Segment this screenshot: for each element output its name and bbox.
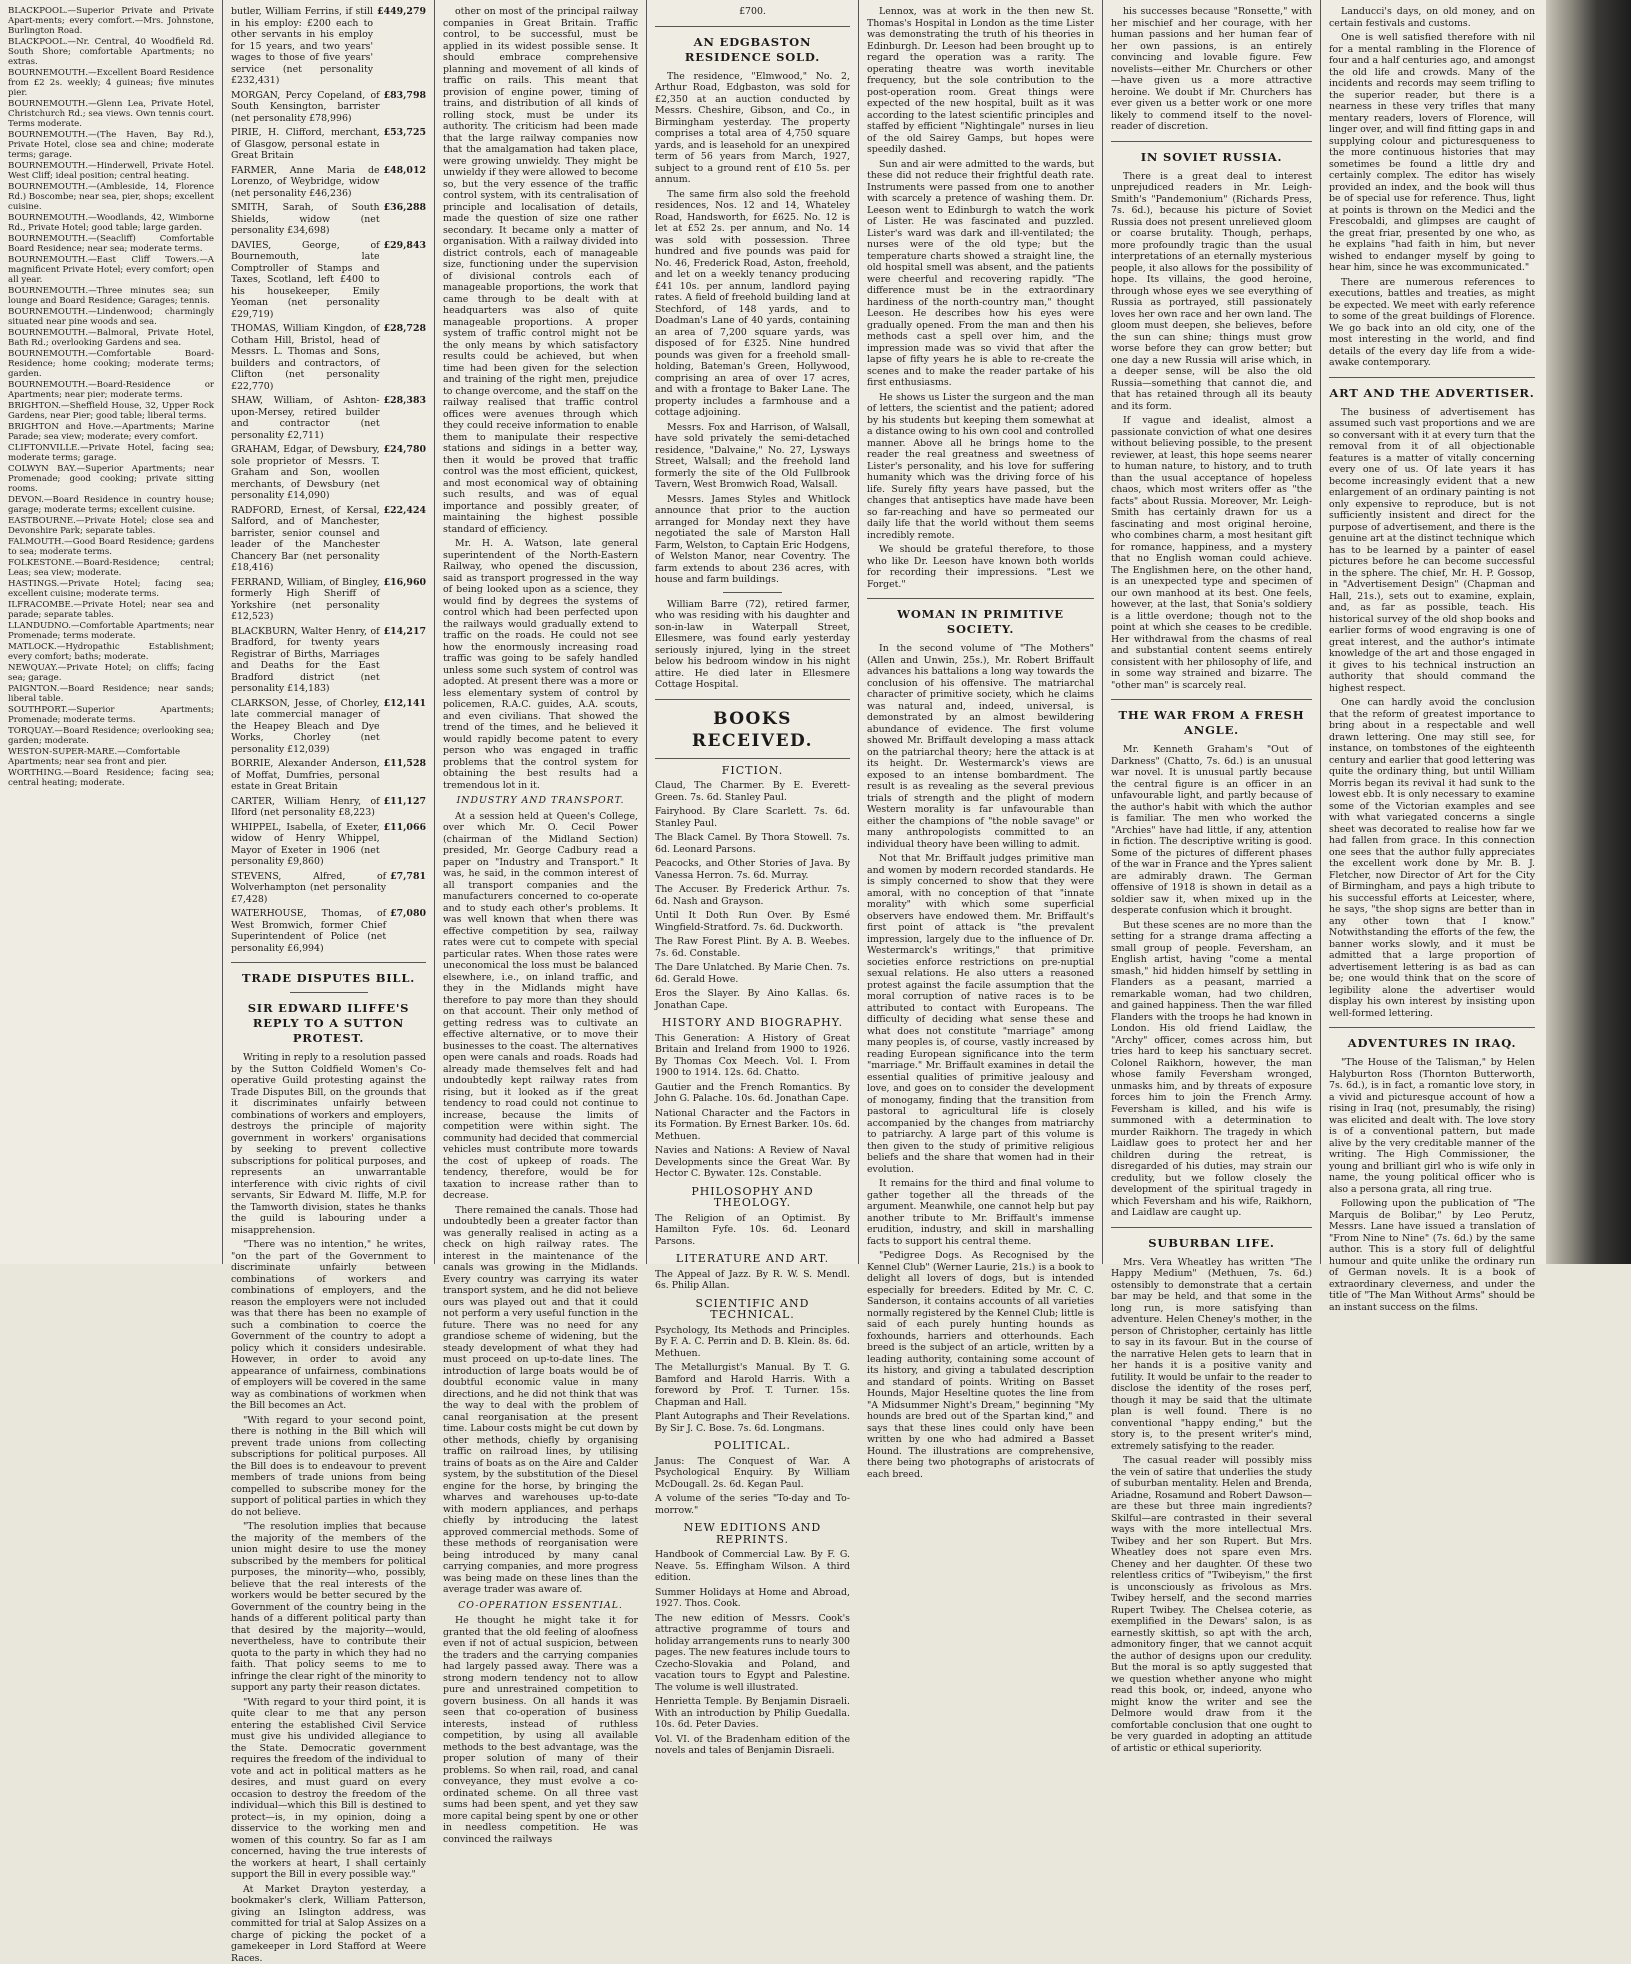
book-entry: Navies and Nations: A Review of Naval Developments since the Great War. By Hector C. Bywater. 12s. Constable. — [655, 1145, 850, 1180]
estate-entry — [231, 822, 426, 868]
paragraph: At Market Drayton yesterday, a bookmaker's clerk, William Patterson, giving an Islington address, was committed for trial at Salop Assizes on a charge of picking the pocket of a gamekeeper in Lord Stafford at Weere Races. — [231, 1884, 426, 1964]
estate-amount: £11,528 — [384, 758, 426, 793]
classified-ad: BOURNEMOUTH.—Excellent Board Residence from £2 2s. weekly; 4 guineas; five minutes pier. — [8, 68, 214, 98]
estate-text: MORGAN, Percy Copeland, of South Kensington, barrister (net personality £78,996) — [231, 90, 380, 125]
estate-entry — [231, 758, 426, 793]
paragraph: The same firm also sold the freehold residences, Nos. 12 and 14, Whateley Road, Handsworth, for £625. No. 12 is let at £52 2s. per annum, and No. 14 was sold with possession. Three hundred and five pounds was paid for No. 46, Frederick Road, Aston, freehold, and let on a weekly tenancy producing £41 10s. per annum, landlord paying rates. A field of freehold building land at Stechford, of 148 yards, and to Doadman's Lane of 40 yards, containing an area of 7,200 square yards, was disposed of for £325. Nine hundred pounds was given for a freehold small-holding, Bateman's Green, Hollywood, comprising an area of over 17 acres, and with a frontage to Baker Lane. The property includes a farmhouse and a cottage adjoining. — [655, 189, 850, 419]
estate-text: WHIPPEL, Isabella, of Exeter, widow of Henry Whippel, Mayor of Exeter in 1906 (net personality £9,860) — [231, 822, 380, 868]
paragraph: Lennox, was at work in the then new St. Thomas's Hospital in London as the time Lister was demonstrating the truth of his theories in Edinburgh. Dr. Leeson had been brought up to regard the operation was a rarity. The operating theatre was worth inevitable frequency, but the sole contribution to the post-operation room. Great things were expected of the new hospital, built as it was according to the latest scientific principles and staffed by efficient "Nightingale" nurses in lieu of the old Sairey Gamps, but hopes were speedily dashed. — [867, 6, 1094, 156]
classified-ad: NEWQUAY.—Private Hotel; on cliffs; facing sea; garage. — [8, 663, 214, 683]
books-section-heading: SCIENTIFIC AND TECHNICAL. — [655, 1298, 850, 1321]
book-entry: Peacocks, and Other Stories of Java. By Vanessa Herron. 7s. 6d. Murray. — [655, 858, 850, 881]
paragraph: Mr. H. A. Watson, late general superintendent of the North-Eastern Railway, who opened the discussion, said as transport progressed in the way of being looked upon as a science, they would find by degrees the systems of control which had been perfected upon the railways would gradually extend to traffic on the roads. He could not see how the enormously increasing road traffic was going to be safely handled unless some such system of control was adopted. At present there was a more or less elementary system of control by policemen, R.A.C. guides, A.A. scouts, and even civilians. That showed the trend of the times, and he believed it would rapidly become patent to every person who was engaged in traffic problems that the control system for obtaining the best results had a tremendous lot in it. — [443, 538, 638, 791]
paragraph: "There was no intention," he writes, "on the part of the Government to discriminate unfairly between combinations of workers and combinations of employers, and the reason the employers were not included was that there has been no example of such a combination to coerce the Government of the country to adopt a policy which it considers undesirable. However, in order to avoid any appearance of unfairness, combinations of employers will be covered in the same way as combinations of workmen when the Bill becomes an Act. — [231, 1239, 426, 1412]
article-traffic-control — [443, 6, 638, 791]
heading-books-received: BOOKS RECEIVED. — [655, 708, 850, 752]
estate-text: SMITH, Sarah, of South Shields, widow (net personality £34,698) — [231, 202, 380, 237]
article-florence — [1329, 6, 1535, 369]
page-binding-edge — [1546, 0, 1631, 1264]
books-section-heading: FICTION. — [655, 765, 850, 777]
book-entry: Gautier and the French Romantics. By John G. Palache. 10s. 6d. Jonathan Cape. — [655, 1082, 850, 1105]
classified-ad: BOURNEMOUTH.—Hinderwell, Private Hotel. West Cliff; ideal position; central heating. — [8, 161, 214, 181]
estate-text: RADFORD, Ernest, of Kersal, Salford, and of Manchester, barrister, senior counsel and leader of the Manchester Chancery Bar (net personality £18,416) — [231, 505, 380, 574]
classified-ad: BLACKPOOL.—Superior Private and Private Apart-ments; every comfort.—Mrs. Johnstone, Burlington Road. — [8, 6, 214, 36]
paragraph: If vague and idealist, almost a passionate conviction of what one desires without believing possible, to the present reviewer, at least, this hope seems nearer to human nature, to history, and to truth than the usual acceptance of hopeless chaos, which most writers offer as "the facts" about Russia. Moreover, Mr. Leigh-Smith has certainly drawn for us a fascinating and most original heroine, who combines charm, a most hesitant gift for romance, happiness, and a mystery that no English woman could achieve. The Englishmen here, on the other hand, is an unexpected type and specimen of our own manhood at its best. One feels, however, at the last, that Sonia's soldiery is a little overdone; though not to the point at which she ceases to be credible. Her withdrawal from the chasms of real and substantial content seems entirely consistent with her philosophy of life, and in some way strained and bizarre. The "other man" is scarcely real. — [1111, 415, 1312, 691]
classified-ad: SOUTHPORT.—Superior Apartments; Promenade; moderate terms. — [8, 705, 214, 725]
paragraph: But these scenes are no more than the setting for a strange drama affecting a small group of people. Feversham, an English artist, having "come a mental smash," hid hidden himself by settling in Flanders as a peasant, married a remarkable woman, had two children, and gained happiness. Then the war filled Flanders with the troops he had known in London. His old friend Laidlaw, the "Archy" officer, comes across him, but tries hard to keep his sanctuary secret. Colonel Raikhorn, however, the man whose family Feversham wronged, unmasks him, and by threats of exposure forces him to join the French Army. Feversham is killed, and his wife is summoned with a determination to murder Raikhorn. The tragedy in which Laidlaw goes to protect her and her children during the retreat, is disregarded of his duties, may strain our credulity, but we follow closely the development of the spiritual tragedy in which Feversham and his wife, Raikhorn, and Laidlaw are caught up. — [1111, 920, 1312, 1219]
books-received-list — [655, 765, 850, 1757]
paragraph: One is well satisfied therefore with nil for a mental rambling in the Florence of four and a half centuries ago, and amongst the old life and crowds. Many of the incidents and records may seem trifling to the superior reader, but there is a nearness in these very trifles that many mentary readers, lovers of Florence, will linger over, and will find fitting gaps in and supplying colour and picturesqueness to the more continuous histories that may sometimes be found a little dry and certainly complex. The editor has wisely provided an index, and the book will thus be of special use for reference. Thus, light at points is thrown on the Medici and the Frescobaldi, and glimpses are caught of the great friar, presented by one who, as he explains "had faith in him, but never wished to endanger myself by going to hear him, since he was excommunicated." — [1329, 32, 1535, 274]
estate-entry — [231, 908, 426, 954]
estates-list — [231, 6, 426, 954]
estate-entry — [231, 127, 426, 162]
estate-entry — [231, 6, 426, 87]
column-reviews — [1103, 0, 1320, 1264]
classified-ad: DEVON.—Board Residence in country house; garage; moderate terms; excellent cuisine. — [8, 495, 214, 515]
estate-text: BORRIE, Alexander Anderson, of Moffat, Dumfries, personal estate in Great Britain — [231, 758, 380, 793]
heading-suburban-life: SUBURBAN LIFE. — [1111, 1236, 1312, 1251]
heading-edgbaston: AN EDGBASTON RESIDENCE SOLD. — [655, 35, 850, 65]
paragraph: There remained the canals. Those had undoubtedly been a greater factor than was generally realised in acting as a check on high railway rates. The interest in the maintenance of the canals was growing in the Midlands. Every country was carrying its water transport system, and he did not believe ours was played out and that it could not perform a very useful function in the future. There was no need for any grandiose scheme of widening, but the steady development of what they had must proceed on up-to-date lines. The introduction of large boats would be of doubtful economic value in many directions, and he did not think that was the way to deal with the problem of canal reorganisation at the present time. Labour costs might be cut down by other methods, chiefly by organising traffic on railroad lines, by utilising trains of boats as on the Aire and Calder system, by the substitution of the Diesel engine for the horse, by bringing the wharves and warehouses up-to-date with modern appliances, and perhaps chiefly by introducing the latest approved commercial methods. Some of these methods of reorganisation were being introduced by many canal carrying companies, and more progress was being made on these lines than the average trader was aware of. — [443, 1205, 638, 1596]
book-entry: Janus: The Conquest of War. A Psychological Enquiry. By William McDougall. 2s. 6d. Kegan Paul. — [655, 1456, 850, 1491]
classified-ad: BOURNEMOUTH.—Three minutes sea; sun lounge and Board Residence; Garages; tennis. — [8, 286, 214, 306]
book-entry: Vol. VI. of the Bradenham edition of the novels and tales of Benjamin Disraeli. — [655, 1734, 850, 1757]
classified-ad: BOURNEMOUTH.—(Seacliff) Comfortable Board Residence; near sea; moderate terms. — [8, 234, 214, 254]
classified-ad: BOURNEMOUTH.—East Cliff Towers.—A magnificent Private Hotel; every comfort; open all year. — [8, 255, 214, 285]
paragraph: We should be grateful therefore, to those who like Dr. Leeson have known both worlds for recording their impressions. "Lest we Forget." — [867, 544, 1094, 590]
article-woman-primitive — [867, 643, 1094, 1480]
estate-entry — [231, 626, 426, 695]
paragraph: One can hardly avoid the conclusion that the reform of greatest importance to bring about in a respectable and well drawn lettering. One may still see, for instance, on tombstones of the eighteenth century and earlier that good lettering was quite the ordinary thing, but until William Morris began its revival it had sunk to the lowest ebb. It is only necessary to examine some of the Victorian examples and see with what variegated concerns a single sheet was decorated to realise how far we had fallen from grace. In this connection one sees that the author fully appreciates the excellent work done by Mr. B. J. Fletcher, now Director of Art for the City of Birmingham, and pays a high tribute to his successful efforts at Leicester, where, he says, "the shop signs are better than in any other town that I know." Notwithstanding the efforts of the few, the banner works slowly, and it must be admitted that a large proportion of advertisement lettering is as bad as can be; one would think that on the score of legibility alone the advertiser would display his own interest by insisting upon well-formed lettering. — [1329, 697, 1535, 1019]
estate-amount: £12,141 — [384, 698, 426, 756]
classified-ad: PAIGNTON.—Board Residence; near sands; liberal table. — [8, 684, 214, 704]
estate-text: PIRIE, H. Clifford, merchant, of Glasgow, personal estate in Great Britain — [231, 127, 380, 162]
heading-trade-disputes: TRADE DISPUTES BILL. — [231, 971, 426, 986]
estate-amount: £29,843 — [384, 240, 426, 321]
classified-ad: BLACKPOOL.—Nr. Central, 40 Woodfield Rd. South Shore; comfortable Apartments; no extras. — [8, 37, 214, 67]
estate-amount: £36,288 — [384, 202, 426, 237]
estate-amount: £22,424 — [384, 505, 426, 574]
classified-ad: BRIGHTON.—Sheffield House, 32, Upper Rock Gardens, near Pier; good table; liberal terms. — [8, 401, 214, 421]
paragraph: He shows us Lister the surgeon and the man of letters, the scientist and the patient; adored by his students but keeping them somewhat at a distance owing to his own cool and controlled manner. Above all he brings home to the reader the real greatness and sweetness of Lister's personality, and his love for suffering humanity which was the driving force of his life. Surely fifty years have passed, but the changes that antiseptics have made have been so far-reaching and have so permeated our daily life that the world without them seems incredibly remote. — [867, 392, 1094, 542]
classified-ad: BOURNEMOUTH.—(Ambleside, 14, Florence Rd.) Boscombe; near sea, pier, shops; excellent cuisine. — [8, 182, 214, 212]
classified-ad: BOURNEMOUTH.—(The Haven, Bay Rd.), Private Hotel, close sea and chine; moderate terms; garage. — [8, 130, 214, 160]
estate-amount: £16,960 — [384, 577, 426, 623]
classified-ad: CLIFTONVILLE.—Private Hotel, facing sea; moderate terms; garage. — [8, 443, 214, 463]
book-entry: A volume of the series "To-day and To-morrow." — [655, 1493, 850, 1516]
book-entry: Henrietta Temple. By Benjamin Disraeli. With an introduction by Philip Guedalla. 10s. 6d. Peter Davies. — [655, 1696, 850, 1731]
classified-ad: HASTINGS.—Private Hotel; facing sea; excellent cuisine; moderate terms. — [8, 579, 214, 599]
estate-text: FERRAND, William, of Bingley, formerly High Sheriff of Yorkshire (net personality £12,523) — [231, 577, 380, 623]
estate-entry — [231, 796, 426, 819]
classified-ad: COLWYN BAY.—Superior Apartments; near Promenade; good cooking; private sitting rooms. — [8, 464, 214, 494]
estate-entry — [231, 323, 426, 392]
book-entry: Eros the Slayer. By Aino Kallas. 6s. Jonathan Cape. — [655, 988, 850, 1011]
classified-ad: BOURNEMOUTH.—Lindenwood; charmingly situated near pine woods and sea. — [8, 307, 214, 327]
subheading-industry-transport: INDUSTRY AND TRANSPORT. — [443, 795, 638, 807]
classified-ad: WESTON-SUPER-MARE.—Comfortable Apartments; near sea front and pier. — [8, 747, 214, 767]
estate-amount: £28,383 — [384, 395, 426, 441]
estate-amount: £48,012 — [384, 165, 426, 200]
estate-entry — [231, 90, 426, 125]
books-section-heading: HISTORY AND BIOGRAPHY. — [655, 1017, 850, 1029]
estate-amount: £11,066 — [384, 822, 426, 868]
estate-amount: £53,725 — [384, 127, 426, 162]
classified-ad: BOURNEMOUTH.—Woodlands, 42, Wimborne Rd., Private Hotel; good table; large garden. — [8, 213, 214, 233]
paragraph: The business of advertisement has assumed such vast proportions and we are so conversant with it at every turn that the removal from it of all objectionable features is a matter of vitally concerning every one of us. Of late years it has become increasingly evident that a new enlargement of an ordinary painting is not only expensive to reproduce, but is not sufficiently insistent and direct for the purpose of advertisement, and there is the genuine art at the distinct technique which has to be learned by a painter of easel pictures before he can become successful in the sphere. The chief, Mr. H. P. Gossop, in "Advertisement Design" (Chapman and Hall, 21s.), sets out to examine, explain, and, as far as possible, teach. His historical survey of the old shop books and earlier forms of wood engraving is one of great interest, and the author's intimate knowledge of the art and those engaged in it gives to his technical instruction an authority that should command the highest respect. — [1329, 407, 1535, 695]
book-entry: The Appeal of Jazz. By R. W. S. Mendl. 6s. Philip Allan. — [655, 1269, 850, 1292]
book-entry: This Generation: A History of Great Britain and Ireland from 1900 to 1926. By Thomas Cox Meech. Vol. I. From 1900 to 1914. 12s. 6d. Chatto. — [655, 1033, 850, 1079]
estate-entry — [231, 202, 426, 237]
heading-woman-primitive: WOMAN IN PRIMITIVE SOCIETY. — [867, 607, 1094, 637]
article-ronsette — [1111, 6, 1312, 133]
book-entry: National Character and the Factors in its Formation. By Ernest Barker. 10s. 6d. Methuen. — [655, 1108, 850, 1143]
paragraph: In the second volume of "The Mothers" (Allen and Unwin, 25s.), Mr. Robert Briffault advances his battalions a long way towards the conclusion of his offensive. The matriarchal character of primitive society, which he claims was natural and, indeed, universal, is demonstrated by an almost bewildering abundance of evidence. The first volume showed Mr. Briffault developing a mass attack on the patriarchal theory; here the attack is at its height. Dr. Westermarck's views are exposed to an intense bombardment. The result is as revealing as the several previous trials of strength and the plight of modern Western morality is far unfavourable than either the champions of "the noble savage" or many anthropologists committed to an individual theory have been willing to admit. — [867, 643, 1094, 850]
book-entry: The new edition of Messrs. Cook's attractive programme of tours and holiday arrangements runs to nearly 300 pages. The new features include tours to Czecho-Slovakia and Poland, and vacation tours to Egypt and Palestine. The volume is well illustrated. — [655, 1613, 850, 1694]
book-entry: The Black Camel. By Thora Stowell. 7s. 6d. Leonard Parsons. — [655, 832, 850, 855]
estate-text: FARMER, Anne Maria de Lorenzo, of Weybridge, widow (net personality £46,236) — [231, 165, 380, 200]
estate-entry — [231, 505, 426, 574]
book-entry: The Religion of an Optimist. By Hamilton Fyfe. 10s. 6d. Leonard Parsons. — [655, 1213, 850, 1248]
book-entry: Fairyhood. By Clare Scarlett. 7s. 6d. Stanley Paul. — [655, 806, 850, 829]
heading-adventures-iraq: ADVENTURES IN IRAQ. — [1329, 1036, 1535, 1051]
estate-text: CARTER, William Henry, of Ilford (net personality £8,223) — [231, 796, 380, 819]
paragraph: At a session held at Queen's College, over which Mr. O. Cecil Power (chairman of the Midland Section) presided, Mr. George Cadbury read a paper on "Industry and Transport." It was, he said, in the common interest of all transport companies and the manufacturers concerned to co-operate and to study each other's problems. It was well known that when there was effective competition by sea, railway rates were cut to compete with special particular rates. When those rates were uneconomical the loss must be balanced elsewhere, i.e., on inland traffic, and they in the Midlands might have therefore to pay more than they should on that account. Their only method of getting redress was to cultivate an effective alternative, or to move their businesses to the coast. The alternatives open were canals and roads. Roads had already made themselves felt and had undoubtedly kept railway rates from rising, but it looked as if the great tendency to road could not continue to increase, because the limits of competition were within sight. The community had decided that commercial vehicles must contribute more towards the cost of upkeep of roads. The tendency, therefore, would be for taxation to increase rather than to decrease. — [443, 811, 638, 1202]
paragraph: his successes because "Ronsette," with her mischief and her courage, with her human passions and her human fear of her own passions, is an entirely convincing and lovable figure. Few novelists—either Mr. Churchers or other—have given us a more attractive heroine. We doubt if Mr. Churchers has ever given us a better work or one more likely to commend itself to the novel-reader of discretion. — [1111, 6, 1312, 133]
article-lister — [867, 6, 1094, 590]
article-suburban — [1111, 1257, 1312, 1755]
classified-ad: WORTHING.—Board Residence; facing sea; central heating; moderate. — [8, 768, 214, 788]
paragraph: Messrs. Fox and Harrison, of Walsall, have sold privately the semi-detached residence, "Dalvaine," No. 27, Lysways Street, Walsall; and the freehold land formerly the site of the Old Fullbrook Tavern, West Bromwich Road, Walsall. — [655, 422, 850, 491]
heading-war-fresh-angle: THE WAR FROM A FRESH ANGLE. — [1111, 708, 1312, 738]
paragraph: Landucci's days, on old money, and on certain festivals and customs. — [1329, 6, 1535, 29]
paragraph: "Pedigree Dogs. As Recognised by the Kennel Club" (Werner Laurie, 21s.) is a book to delight all lovers of dogs, but is intended especially for breeders. Edited by Mr. C. C. Sanderson, it contains accounts of all varieties normally registered by the Kennel Club; little is said of each purely hunting hounds as foxhounds, harriers and otterhounds. Each breed is the subject of an article, written by a leading authority, containing some account of its history, and giving a tabulated description and standard of points. Writing on Basset Hounds, Major Heseltine quotes the line from "A Midsummer Night's Dream," beginning "My hounds are bred out of the Spartan kind," and says that these lines could only have been written by one who had admired a Basset Hound. The illustrations are comprehensive, there being two photographs of aristocrats of each breed. — [867, 1250, 1094, 1480]
estate-amount: £24,780 — [384, 444, 426, 502]
article-barre: William Barre (72), retired farmer, who was residing with his daughter and son-in-law in Waterpall Street, Ellesmere, was found early yesterday seriously injured, lying in the street below his bedroom window in his night attire. He died later in Ellesmere Cottage Hospital. — [655, 599, 850, 691]
article-iraq — [1329, 1057, 1535, 1313]
paragraph: Writing in reply to a resolution passed by the Sutton Coldfield Women's Co-operative Guild protesting against the Trade Disputes Bill, on the grounds that it discriminates unfairly between combinations of workers and employers, destroys the principle of majority government in workers' organisations by seeking to prevent collective subscriptions for political purposes, and represents an unwarrantable interference with civic rights of civil servants, Sir Edward M. Iliffe, M.P. for the Tamworth division, states he thanks the guild is labouring under a misapprehension. — [231, 1052, 426, 1236]
classified-ad: FOLKESTONE.—Board-Residence; central; Leas; sea view; moderate. — [8, 558, 214, 578]
classified-ad: MATLOCK.—Hydropathic Establishment; every comfort; baths; moderate. — [8, 642, 214, 662]
article-soviet-russia — [1111, 171, 1312, 692]
classified-ad: BOURNEMOUTH.—Glenn Lea, Private Hotel, Christchurch Rd.; sea views. Own tennis court. Terms moderate. — [8, 99, 214, 129]
paragraph: "With regard to your third point, it is quite clear to me that any person entering the established Civil Service must give his undivided allegiance to the State. Democratic government requires the freedom of the individual to vote and act in political matters as he desires, and must guard on every occasion to destroy the freedom of the individual—which this Bill is destined to protect—is, in my opinion, doing a disservice to the working men and women of this country. So far as I am concerned, having the true interests of the workers at heart, I shall certainly support the Bill in every possible way." — [231, 1697, 426, 1881]
book-entry: The Raw Forest Plint. By A. B. Weebes. 7s. 6d. Constable. — [655, 936, 850, 959]
book-entry: Until It Doth Run Over. By Esmé Wingfield-Stratford. 7s. 6d. Duckworth. — [655, 910, 850, 933]
estate-text: SHAW, William, of Ashton-upon-Mersey, retired builder and contractor (net personality £2,711) — [231, 395, 380, 441]
paragraph: There are numerous references to executions, battles and treaties, as might be expected. We meet with early reference to some of the great buildings of Florence. We go back into an old city, one of the most interesting in the world, and find details of the every day life from a wide-awake contemporary. — [1329, 277, 1535, 369]
classified-ad: EASTBOURNE.—Private Hotel; close sea and Devonshire Park; separate tables. — [8, 516, 214, 536]
estate-text: WATERHOUSE, Thomas, of West Bromwich, former Chief Superintendent of Police (net personality £6,994) — [231, 908, 386, 954]
books-section-heading: POLITICAL. — [655, 1440, 850, 1452]
estate-entry — [231, 871, 426, 906]
article-art-advertiser — [1329, 407, 1535, 1020]
article-edgbaston — [655, 71, 850, 586]
paragraph: He thought he might take it for granted that the old feeling of aloofness even if not of actual suspicion, between the traders and the carrying companies had largely passed away. There was a strong modern tendency not to allow pure and unrestrained competition to govern business. On all hands it was seen that co-operation of business interests, instead of ruthless competition, by using all available methods to the best advantage, was the proper solution of many of their problems. So when rail, road, and canal conveyance, they must evolve a co-ordinated scheme. On all three vast sums had been spent, and yet they saw more capital being spent by one or other in needless competition. He was convinced the railways — [443, 1615, 638, 1845]
estate-text: DAVIES, George, of Bournemouth, late Comptroller of Stamps and Taxes, Scotland, left £400 to his housekeeper, Emily Yeoman (net personality £29,719) — [231, 240, 380, 321]
estate-amount: £7,781 — [390, 871, 426, 906]
book-entry: The Metallurgist's Manual. By T. G. Bamford and Harold Harris. With a foreword by Prof. T. Turner. 15s. Chapman and Hall. — [655, 1362, 850, 1408]
estate-text: STEVENS, Alfred, of Wolverhampton (net personality £7,428) — [231, 871, 386, 906]
column-classified-ads — [0, 0, 222, 1264]
article-iliffe — [231, 1052, 426, 1964]
paragraph: "With regard to your second point, there is nothing in the Bill which will prevent trade unions from collecting subscriptions for political purposes. All the Bill does is to endeavour to prevent members of trade unions from being compelled to subscribe money for the support of political parties in which they do not believe. — [231, 1415, 426, 1519]
column-property-and-books — [647, 0, 858, 1264]
column-wills-and-trade-bill — [223, 0, 434, 1264]
estate-text: BLACKBURN, Walter Henry, of Bradford, for twenty years Registrar of Births, Marriages and Deaths for the East Bradford district (net personality £14,183) — [231, 626, 380, 695]
paragraph: The casual reader will possibly miss the vein of satire that underlies the study of suburban mentality. Helen and Brenda, Ariadne, Rosamund and Robert Dawson—are these but three main ingredients? Skilful—are contrasted in their several ways with the more intellectual Mrs. Twibey and her son Rupert. But Mrs. Wheatley does not spare even Mrs. Cheney and her daughter. Of these two relentless critics of "Twibeyism," the first is unconsciously as frivolous as Mrs. Twibey herself, and the second marries Rupert Twibey. The Chelsea coterie, as exemplified in the Dewars' salon, is as earnestly skittish, so apt with the arch, admonitory finger, that we cannot acquit the author of designs upon our credulity. But the moral is so aptly suggested that we question whether anyone who might read this book, or, indeed, anyone who might know the writer and see the Delmore would draw from it the comfortable conclusion that one ought to be very guarded in adopting an attitude of artistic or ethical superiority. — [1111, 1455, 1312, 1754]
estate-entry — [231, 444, 426, 502]
heading-soviet-russia: IN SOVIET RUSSIA. — [1111, 150, 1312, 165]
paragraph: other on most of the principal railway companies in Great Britain. Traffic control, to be successful, must be applied in its widest possible sense. It should embrace comprehensive planning and movement of all kinds of traffic on rails. This meant that provision of engine power, timing of trains, and distribution of all kinds of rolling stock, must be under its authority. The criticism had been made that the large railway companies now that the amalgamation had taken place, were growing unwieldy. They might be unwieldy if they were allowed to become so, but the very essence of the traffic control system, with its centralisation of principle and localisation of details, made the question of size one rather secondary. It became only a matter of organisation. With a railway divided into district controls, each of manageable size, functioning under the supervision of divisional controls each of manageable proportions, the work that came through to be dealt with at headquarters was also of quite manageable proportions. A proper system of traffic control might not be the only means by which satisfactory results could be achieved, but when time had been given for the selection and training of the right men, prejudice to change overcome, and the staff on the railway realised that traffic control offices were avenues through which they could receive information to enable them to manipulate their respective stations and sidings in a better way, then it would be proved that traffic control was the most efficient, quickest, and most economical way of obtaining such results, and was of equal importance and possibly greater, of maintaining the highest possible standard of efficiency. — [443, 6, 638, 535]
classified-ad: BOURNEMOUTH.—Comfortable Board-Residence; home cooking; moderate terms; garden. — [8, 349, 214, 379]
classified-ad: BRIGHTON and Hove.—Apartments; Marine Parade; sea view; moderate; every comfort. — [8, 422, 214, 442]
article-industry-transport — [443, 811, 638, 1596]
books-section-heading: NEW EDITIONS AND REPRINTS. — [655, 1522, 850, 1545]
paragraph: "The resolution implies that because the majority of the members of the union might desire to use the money subscribed by the members for political purposes, the minority—who, possibly, believe that the real interests of the workers would be better secured by the Government of the country being in the hands of a different political party than that desired by the majority—would, nevertheless, have to contribute their quota to the party in which they had no faith. That policy seems to me to infringe the clear right of the minority to support any party their reason dictates. — [231, 1521, 426, 1694]
book-entry: Claud, The Charmer. By E. Everett-Green. 7s. 6d. Stanley Paul. — [655, 780, 850, 803]
paragraph: Not that Mr. Briffault judges primitive man and women by modern recorded standards. He is simply concerned to show that they were amoral, with no conception of that "innate morality" with which some superficial observers have endowed them. Mr. Briffault's first point of attack is "the prevalent impression, largely due to the influence of Dr. Westermarck's writings," that primitive societies enforce restrictions on pre-nuptial sexual relations. He also utters a reasoned protest against the facile assumption that the moral corruption of native races is to be attributed to contact with Europeans. The difficulty of deciding what sense these and what does not constitute "marriage" among many peoples is, of course, vastly increased by reading European significance into the term "marriage." Mr. Briffault examines in detail the essential qualities of primitive jealousy and love, and goes on to consider the development of monogamy, finding that the transition from pastoral to agricultural life is closely accompanied by the changes from matriarchy to patriarchy. A large part of this volume is then given to the study of primitive religious beliefs and the share that women had in their evolution. — [867, 853, 1094, 1175]
estate-entry — [231, 165, 426, 200]
estate-amount: £7,080 — [390, 908, 426, 954]
paragraph: Mrs. Vera Wheatley has written "The Happy Medium" (Methuen, 7s. 6d.) ostensibly to demonstrate that a certain bar may be held, and that some in the long run, is more satisfying than adventure. Helen Cheney's mother, in the person of Christopher, certainly has little to say in its favour. But in the course of the narrative Helen gets to learn that in her hands it is a positive vanity and futility. It would be unfair to the reader to disclose the identity of the roses perf, though it may be said that the ultimate plan is well found. There is no conventional "happy ending," but the story is, to the present writer's mind, extremely satisfying to the reader. — [1111, 1257, 1312, 1453]
column-art-and-iraq — [1321, 0, 1543, 1264]
estate-entry — [231, 240, 426, 321]
article-war — [1111, 744, 1312, 1219]
heading-iliffe-reply: SIR EDWARD ILIFFE'S REPLY TO A SUTTON PROTEST. — [231, 1001, 426, 1046]
paragraph: Following upon the publication of "The Marquis de Bolibar," by Leo Perutz, Messrs. Lane have issued a translation of "From Nine to Nine" (7s. 6d.) by the same author. This is a story full of delightful humour and quite unlike the ordinary run of German novels. It is a book of extraordinary cleverness, and under the title of "The Man Without Arms" should be an instant success on the films. — [1329, 1198, 1535, 1313]
book-entry: The Dare Unlatched. By Marie Chen. 7s. 6d. Gerald Howe. — [655, 962, 850, 985]
subheading-cooperation: CO-OPERATION ESSENTIAL. — [443, 1600, 638, 1612]
classified-ad: ILFRACOMBE.—Private Hotel; near sea and parade; separate tables. — [8, 600, 214, 620]
estate-text: GRAHAM, Edgar, of Dewsbury, sole proprietor of Messrs. T. Graham and Son, woollen merchants, of Dewsbury (net personality £14,090) — [231, 444, 380, 502]
estate-amount: £83,798 — [384, 90, 426, 125]
book-entry: The Accuser. By Frederick Arthur. 7s. 6d. Nash and Grayson. — [655, 884, 850, 907]
classified-ad: BOURNEMOUTH.—Balmoral, Private Hotel, Bath Rd.; overlooking Gardens and sea. — [8, 328, 214, 348]
article-cooperation — [443, 1615, 638, 1845]
paragraph: Mr. Kenneth Graham's "Out of Darkness" (Chatto, 7s. 6d.) is an unusual war novel. It is unusual partly because the central figure is an officer in an unfavourable light, and partly because of the author's habit with which the author is familiar. The men who worked the "Archies" have had little, if any, attention in fiction. The descriptive writing is good. Some of the pictures of different phases of the war in France and the Ypres salient are admirably drawn. The German offensive of 1918 is shown in detail as a soldier saw it, when mixed up in the desperate confusion which it brought. — [1111, 744, 1312, 917]
heading-art-advertiser: ART AND THE ADVERTISER. — [1329, 386, 1535, 401]
paragraph: "The House of the Talisman," by Helen Halyburton Ross (Thornton Butterworth, 7s. 6d.), is in fact, a romantic love story, in a vivid and picturesque account of how a rising in Iraq (not, presumably, the rising) was elicited and dealt with. The love story is of a conventional pattern, but made alive by the very creditable manner of the writing. The High Commissioner, the young and brilliant girl who is wife only in name, the young political officer who is also a persona grata, all ring true. — [1329, 1057, 1535, 1195]
estate-entry — [231, 698, 426, 756]
books-section-heading: LITERATURE AND ART. — [655, 1253, 850, 1265]
classified-ad: FALMOUTH.—Good Board Residence; gardens to sea; moderate terms. — [8, 537, 214, 557]
column-lister-and-society — [859, 0, 1102, 1264]
column-transport — [435, 0, 646, 1264]
paragraph: Messrs. James Styles and Whitlock announce that prior to the auction arranged for Monday next they have negotiated the sale of Marston Hall Farm, Welston, to Captain Eric Hodgens, of Welston Manor, near Coventry. The farm extends to about 236 acres, with house and farm buildings. — [655, 494, 850, 586]
estate-amount: £14,217 — [384, 626, 426, 695]
classified-ad: TORQUAY.—Board Residence; overlooking sea; garden; moderate. — [8, 726, 214, 746]
estate-entry — [231, 577, 426, 623]
classified-ad: LLANDUDNO.—Comfortable Apartments; near Promenade; terms moderate. — [8, 621, 214, 641]
estate-amount: £28,728 — [384, 323, 426, 392]
estate-text: CLARKSON, Jesse, of Chorley, late commercial manager of the Heapey Bleach and Dye Works, Chorley (net personality £12,039) — [231, 698, 380, 756]
paragraph: Sun and air were admitted to the wards, but these did not reduce their frightful death rate. Instruments were passed from one to another with scarcely a pretence of washing them. Dr. Leeson went to Edinburgh to watch the work of Lister. He was fascinated and puzzled. Lister's ward was dark and ill-ventilated; the nurses were of the old type; but the temperature charts showed a straight line, the old hospital smell was absent, and the patients were cheerful and recovering rapidly. "The difference must be in the extraordinary hardiness of the north-country man," thought Leeson. He describes how his eyes were gradually opened. From the man and then his methods cast a spell over him, and the impression made was so vivid that after the lapse of fifty years he is able to re-create the scenes and to make the reader partake of his first enthusiasms. — [867, 159, 1094, 389]
paragraph: The residence, "Elmwood," No. 2, Arthur Road, Edgbaston, was sold for £2,350 at an auction conducted by Messrs. Cheshire, Gibson, and Co., in Birmingham yesterday. The property comprises a total area of 4,750 square yards, and is leasehold for an unexpired term of 56 years from March, 1927, subject to a ground rent of £10 5s. per annum. — [655, 71, 850, 186]
estate-amount: £449,279 — [377, 6, 426, 87]
book-entry: Plant Autographs and Their Revelations. By Sir J. C. Bose. 7s. 6d. Longmans. — [655, 1411, 850, 1434]
paragraph: There is a great deal to interest unprejudiced readers in Mr. Leigh-Smith's "Pandemonium" (Richards Press, 7s. 6d.), because his picture of Soviet Russia does not present unrelieved gloom or coarse brutality. Though, perhaps, more profoundly tragic than the usual interpretations of an eternally mysterious people, it also allows for the possibility of hope. Its villains, the good heroine, through whose eyes we see everything of Russia as portrayed, still passionately loves her own race and her own land. The gloom must deepen, she believes, before the sun can shine; things must grow worse before they can grow better; but one day a new Russia will arise which, in a deeper sense, will be also the old Russia—something that cannot die, and that has retained through all its beauty and its form. — [1111, 171, 1312, 413]
book-entry: Handbook of Commercial Law. By F. G. Neave. 5s. Effingham Wilson. A third edition. — [655, 1549, 850, 1584]
paragraph: It remains for the third and final volume to gather together all the threads of the argument. Meanwhile, one cannot help but pay another tribute to Mr. Briffault's immense erudition, industry, and skill in marshalling facts to support his central theme. — [867, 1178, 1094, 1247]
classified-ad: BOURNEMOUTH.—Board-Residence or Apartments; near pier; moderate terms. — [8, 380, 214, 400]
book-entry: Psychology, Its Methods and Principles. By F. A. C. Perrin and D. B. Klein. 8s. 6d. Methuen. — [655, 1325, 850, 1360]
books-section-heading: PHILOSOPHY AND THEOLOGY. — [655, 1186, 850, 1209]
estate-entry — [231, 395, 426, 441]
top-line: £700. — [655, 6, 850, 18]
estate-text: butler, William Ferrins, if still in his employ: £200 each to other servants in his employ for 15 years, and two years' wages to those of five years' service (net personality £232,431) — [231, 6, 373, 87]
estate-amount: £11,127 — [384, 796, 426, 819]
book-entry: Summer Holidays at Home and Abroad, 1927. Thos. Cook. — [655, 1587, 850, 1610]
estate-text: THOMAS, William Kingdon, of Cotham Hill, Bristol, head of Messrs. L. Thomas and Sons, builders and contractors, of Clifton (net personality £22,770) — [231, 323, 380, 392]
